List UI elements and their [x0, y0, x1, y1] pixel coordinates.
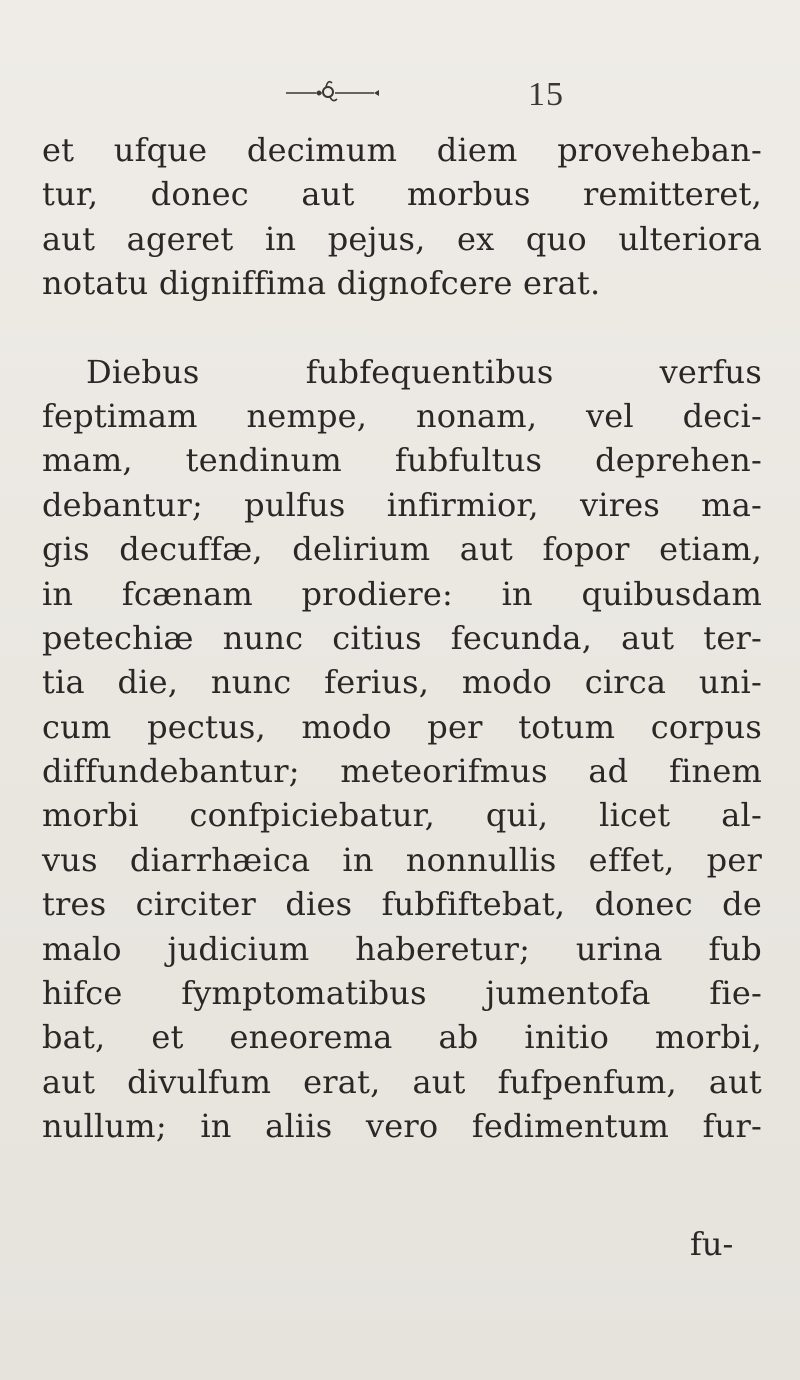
text-line: diffundebantur; meteorifmus ad finem — [42, 752, 762, 791]
text-line: tur, donec aut morbus remitteret, — [42, 175, 762, 214]
text-line: feptimam nempe, nonam, vel deci- — [42, 396, 762, 435]
text-line: aut divulfum erat, aut fufpenfum, aut — [42, 1062, 762, 1101]
text-line: tia die, nunc ferius, modo circa uni- — [42, 663, 762, 702]
text-line: tres circiter dies fubfiftebat, donec de — [42, 885, 762, 924]
text-line: gis decuffæ, delirium aut fopor etiam, — [42, 530, 762, 569]
text-line: malo judicium haberetur; urina fub — [42, 929, 762, 968]
text-line: bat, et eneorema ab initio morbi, — [42, 1018, 762, 1057]
text-line: aut ageret in pejus, ex quo ulteriora — [42, 219, 762, 258]
text-line: notatu digniffima dignofcere erat. — [42, 264, 601, 303]
text-line: et ufque decimum diem proveheban- — [42, 131, 762, 169]
text-line: nullum; in aliis vero fedimentum fur- — [42, 1107, 762, 1146]
text-line: hifce fymptomatibus jumentofa fie- — [42, 974, 762, 1013]
text-line: mam, tendinum fubfultus deprehen- — [42, 441, 762, 480]
fleuron-ornament-icon — [282, 78, 382, 106]
text-line: morbi confpiciebatur, qui, licet al- — [42, 796, 762, 835]
paragraph-1 — [42, 128, 762, 306]
page-number: 15 — [528, 76, 564, 113]
text-line: Diebus fubfequentibus verfus — [86, 352, 762, 391]
body-text — [42, 128, 762, 1149]
catchword: fu- — [690, 1225, 734, 1263]
paragraph-gap — [42, 306, 762, 350]
text-line: debantur; pulfus infirmior, vires ma- — [42, 485, 762, 524]
text-line: cum pectus, modo per totum corpus — [42, 707, 762, 746]
text-line: vus diarrhæica in nonnullis effet, per — [42, 840, 762, 879]
text-line: in fcænam prodiere: in quibusdam — [42, 574, 762, 613]
page-header — [0, 72, 800, 112]
paragraph-2 — [42, 350, 762, 1149]
text-line: petechiæ nunc citius fecunda, aut ter- — [42, 618, 762, 657]
